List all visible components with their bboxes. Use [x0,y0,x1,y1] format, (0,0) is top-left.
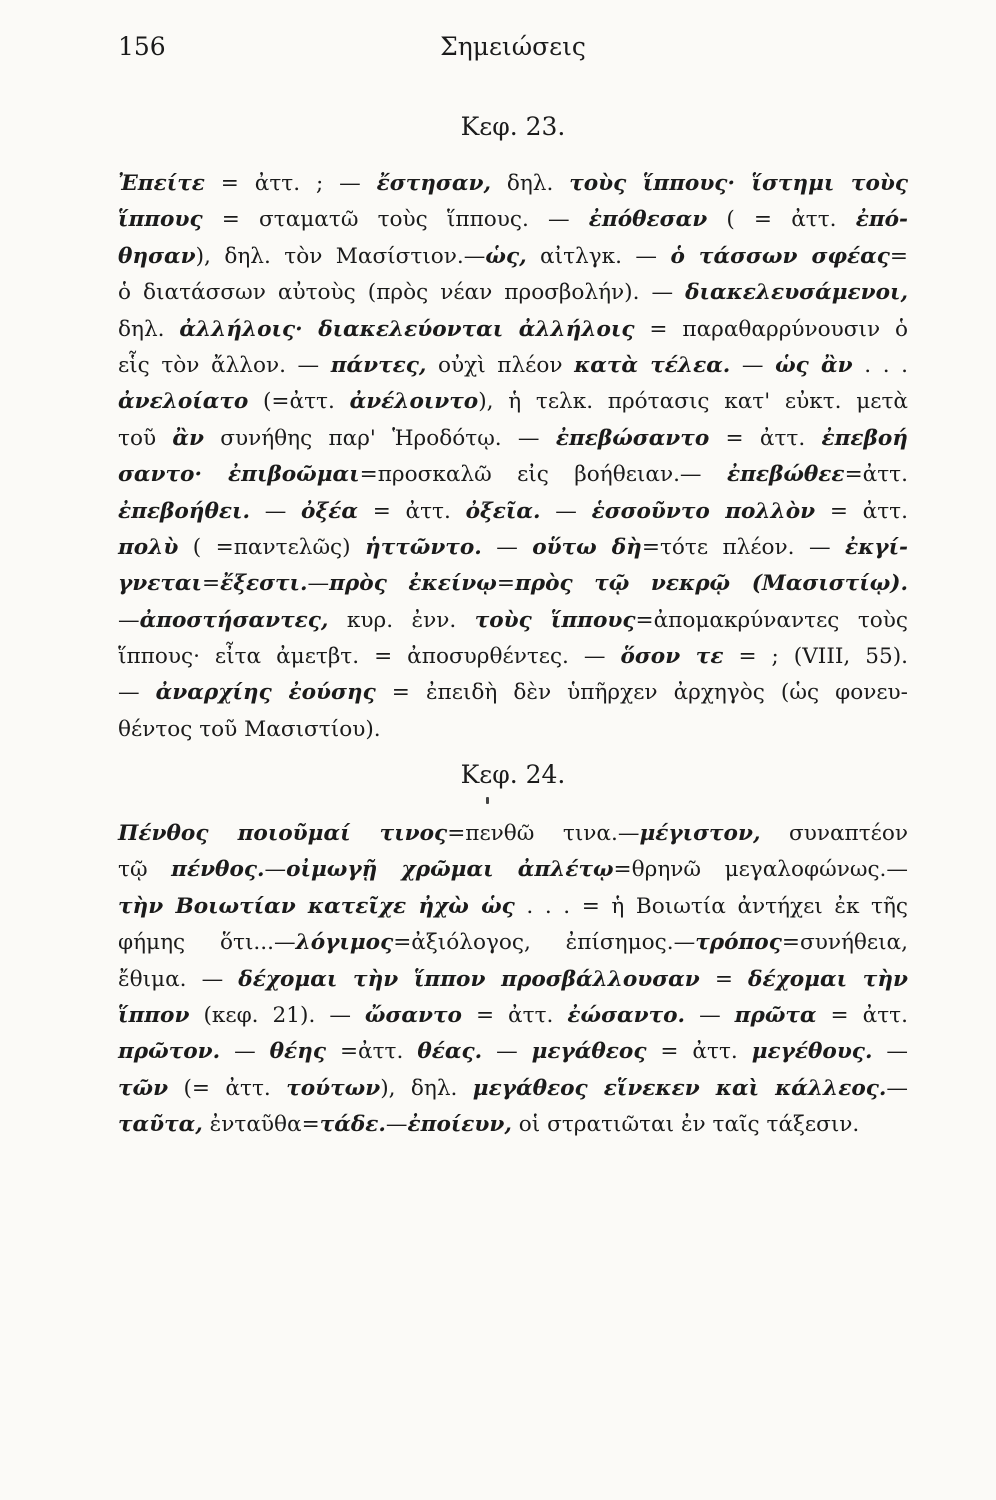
lemma-text: ἀναρχίης ἐούσης [155,680,376,706]
lemma-text: τούτων [286,1075,381,1101]
text-line [118,457,908,493]
lemma-text: ἀποστήσαντες, [139,607,329,633]
gloss-text: = ἐπειδὴ δὲν ὑπῆρχεν ἀρχηγὸς (ὡς φονευ- [375,680,908,706]
lemma-text: ἂν [172,425,204,451]
lemma-text: Ἐπείτε [118,171,205,196]
lemma-text: ἐποίευν, [407,1112,512,1138]
gloss-text: ), δηλ. [380,1075,473,1101]
lemma-text: ὡς ἂν [775,352,853,378]
lemma-text: πρὸς ἐκείνῳ [329,571,497,597]
gloss-text: — [118,607,140,633]
gloss-text: — [481,534,533,560]
text-line [118,275,908,311]
text-line [118,1071,908,1107]
text-line [118,998,908,1034]
text-line [118,925,908,961]
lemma-text: ὀξέα [301,498,358,524]
print-speck [486,797,489,804]
chapter-23-notes [118,166,908,748]
gloss-text: οἱ στρατιῶται ἐν ταῖς τάξεσιν. [511,1112,860,1138]
gloss-text: = [699,966,749,992]
lemma-text: ὤσαντο [364,1002,462,1028]
lemma-text: ἐπεβώθεε [726,462,845,488]
gloss-text: = σταματῶ τοὺς ἵππους. — [202,207,589,233]
gloss-text: αἰτλγκ. — [526,243,671,269]
gloss-text: — [385,1112,408,1138]
gloss-text: τῷ [118,857,172,883]
chapter-24-notes [118,816,908,1144]
gloss-text: — [307,571,330,597]
gloss-text: ( =παντελῶς) [178,534,365,560]
text-line [118,639,908,675]
lemma-text: ταῦτα, [118,1112,203,1138]
gloss-text: (κεφ. 21). — [189,1002,365,1028]
text-line [118,675,908,711]
gloss-text: συνήθης παρ' Ἡροδότῳ. — [203,425,556,451]
text-line [118,566,908,602]
gloss-text: = ἀττ. [357,498,466,524]
running-title: Σημειώσεις [440,32,586,61]
text-line [118,852,908,888]
lemma-text: τῶν [118,1075,169,1101]
gloss-text: οὐχὶ πλέον [426,352,575,378]
lemma-text: τάδε. [319,1112,386,1138]
lemma-text: μέγιστον, [639,821,761,846]
text-line [118,712,908,748]
gloss-text: — [250,498,302,524]
gloss-text: ἔθιμα. — [118,966,239,992]
chapter-23-heading: Κεφ. 23. [460,112,566,141]
lemma-text: ὡς, [485,243,527,269]
text-line [118,603,908,639]
gloss-text: = ἀττ. [461,1002,568,1028]
lemma-text: τὴν Βοιωτίαν κατεῖχε ἠχὼ ὡς [118,893,515,919]
gloss-text: (= ἀττ. [168,1075,287,1101]
gloss-text: — [730,352,776,378]
gloss-text: . . . = ἡ Βοιωτία ἀντήχει ἐκ τῆς [514,893,909,919]
gloss-text: — [220,1039,270,1065]
gloss-text: =προσκαλῶ εἰς βοήθειαν.— [359,462,727,488]
lemma-text: ἔστησαν, [376,171,491,196]
lemma-text: πρὸς τῷ νεκρῷ (Μασιστίῳ). [514,571,908,597]
gloss-text: κυρ. ἐνν. [328,607,475,633]
text-line [118,530,908,566]
lemma-text: ἐκγί- [845,534,908,560]
gloss-text: = [889,243,908,269]
gloss-text: = παραθαρρύνουσιν ὁ [634,316,909,342]
gloss-text: ὁ διατάσσων αὐτοὺς (πρὸς νέαν προσβολήν). — [118,280,686,306]
lemma-text: μεγάθεος [531,1039,647,1065]
lemma-text: ἀνέλοιντο [349,389,479,415]
lemma-text: πολὺ [118,534,179,560]
gloss-text: =πενθῶ τινα.— [447,821,640,846]
gloss-text: = ἀττ. [646,1039,752,1065]
text-line [118,166,908,202]
text-line [118,312,908,348]
gloss-text: ), δηλ. τὸν Μασίστιον.— [195,243,486,269]
text-line [118,889,908,925]
gloss-text: ἐνταῦθα= [202,1112,320,1138]
gloss-text: = ; (VIII, 55). [723,644,908,670]
lemma-text: ἐώσαντο. [567,1002,686,1028]
lemma-text: τοὺς ἵππους [474,607,636,633]
gloss-text: =θρηνῶ μεγαλοφώνως.— [613,857,908,883]
gloss-text: θέντος τοῦ Μασιστίου). [118,716,381,742]
gloss-text: δηλ. [490,171,570,196]
gloss-text: =ἀπομακρύναντες τοὺς [635,607,908,633]
lemma-text: μεγάθεος εἵνεκεν καὶ κάλλεος. [472,1075,887,1101]
lemma-text: ἔξεστι. [220,571,308,597]
gloss-text: = ἀττ. [815,498,908,524]
lemma-text: δέχομαι τὴν ἵππον προσβάλλουσαν [238,966,700,992]
gloss-text: = ἀττ. ; — [204,171,377,196]
gloss-text: . . . [852,352,909,378]
gloss-text: = ἀττ. [816,1002,908,1028]
gloss-text: τοῦ [118,425,173,451]
gloss-text: — [118,680,156,706]
page-number: 156 [118,32,166,61]
text-line [118,962,908,998]
lemma-text: μεγέθους. [751,1039,873,1065]
lemma-text: σαντο· ἐπιβοῶμαι [118,462,360,488]
lemma-text: θέας. [417,1039,483,1065]
gloss-text: =ἀξιόλογος, ἐπίσημος.— [393,930,696,956]
text-line [118,348,908,384]
lemma-text: ὅσον τε [620,644,724,670]
lemma-text: τοὺς ἵππους· ἵστημι τοὺς [569,171,908,196]
text-line [118,1034,908,1070]
gloss-text: εἷς τὸν ἄλλον. — [118,352,331,378]
text-line [118,816,908,852]
lemma-text: πρῶτα [734,1002,817,1028]
lemma-text: ἐπεβοή [821,425,908,451]
lemma-text: οἰμωγῇ χρῶμαι ἀπλέτῳ [286,857,614,883]
lemma-text: διακελευσάμενοι, [685,280,908,306]
running-head [118,32,908,72]
lemma-text: ὀξεῖα. [465,498,541,524]
chapter-24-heading: Κεφ. 24. [460,760,566,789]
lemma-text: ἡττῶντο. [365,534,482,560]
lemma-text: τρόπος [695,930,782,956]
gloss-text: — [264,857,287,883]
lemma-text: θέης [269,1039,327,1065]
lemma-text: θησαν [118,243,196,269]
text-line [118,239,908,275]
gloss-text: — [482,1039,532,1065]
gloss-text: =τότε πλέον. — [641,534,845,560]
text-line [118,421,908,457]
gloss-text: ( = ἀττ. [707,207,856,233]
lemma-text: πρῶτον. [118,1039,221,1065]
lemma-text: ἵππους [118,207,203,233]
lemma-text: γνεται [118,571,202,597]
lemma-text: οὕτω δὴ [532,534,642,560]
gloss-text: φήμης ὅτι...— [118,930,296,956]
lemma-text: ἐπεβοήθει. [118,498,250,524]
gloss-text: δηλ. [118,316,180,342]
gloss-text: (=ἀττ. [248,389,350,415]
gloss-text: — [886,1075,908,1101]
lemma-text: ὁ τάσσων σφέας [670,243,890,269]
lemma-text: ἀλλήλοις· διακελεύονται ἀλλήλοις [179,316,635,342]
lemma-text: πένθος. [171,857,265,883]
text-line [118,1107,908,1143]
lemma-text: ἐπεβώσαντο [555,425,710,451]
lemma-text: Πένθος ποιοῦμαί τινος [118,821,448,846]
lemma-text: λόγιμος [295,930,394,956]
lemma-text: δέχομαι τὴν [748,966,908,992]
gloss-text: ἵππους· εἶτα ἀμετβτ. = ἀποσυρθέντες. — [118,644,621,670]
gloss-text: = [496,571,515,597]
gloss-text: = [201,571,221,597]
text-line [118,202,908,238]
lemma-text: ἑσσοῦντο πολλὸν [591,498,816,524]
gloss-text: = ἀττ. [709,425,822,451]
lemma-text: ἐπόθεσαν [588,207,708,233]
text-line [118,384,908,420]
lemma-text: ἐπό- [855,207,908,233]
text-line [118,494,908,530]
gloss-text: =ἀττ. [844,462,908,488]
gloss-text: =συνήθεια, [781,930,908,956]
lemma-text: πάντες, [330,352,427,378]
gloss-text: συναπτέον [760,821,908,846]
gloss-text: =ἀττ. [326,1039,418,1065]
gloss-text: — [685,1002,735,1028]
lemma-text: ἀνελοίατο [118,389,249,415]
lemma-text: ἵππον [118,1002,190,1028]
gloss-text: ), ἡ τελκ. πρότασις κατ' εὐκτ. μετὰ [478,389,908,415]
lemma-text: κατὰ τέλεα. [574,352,731,378]
gloss-text: — [872,1039,909,1065]
gloss-text: — [540,498,592,524]
